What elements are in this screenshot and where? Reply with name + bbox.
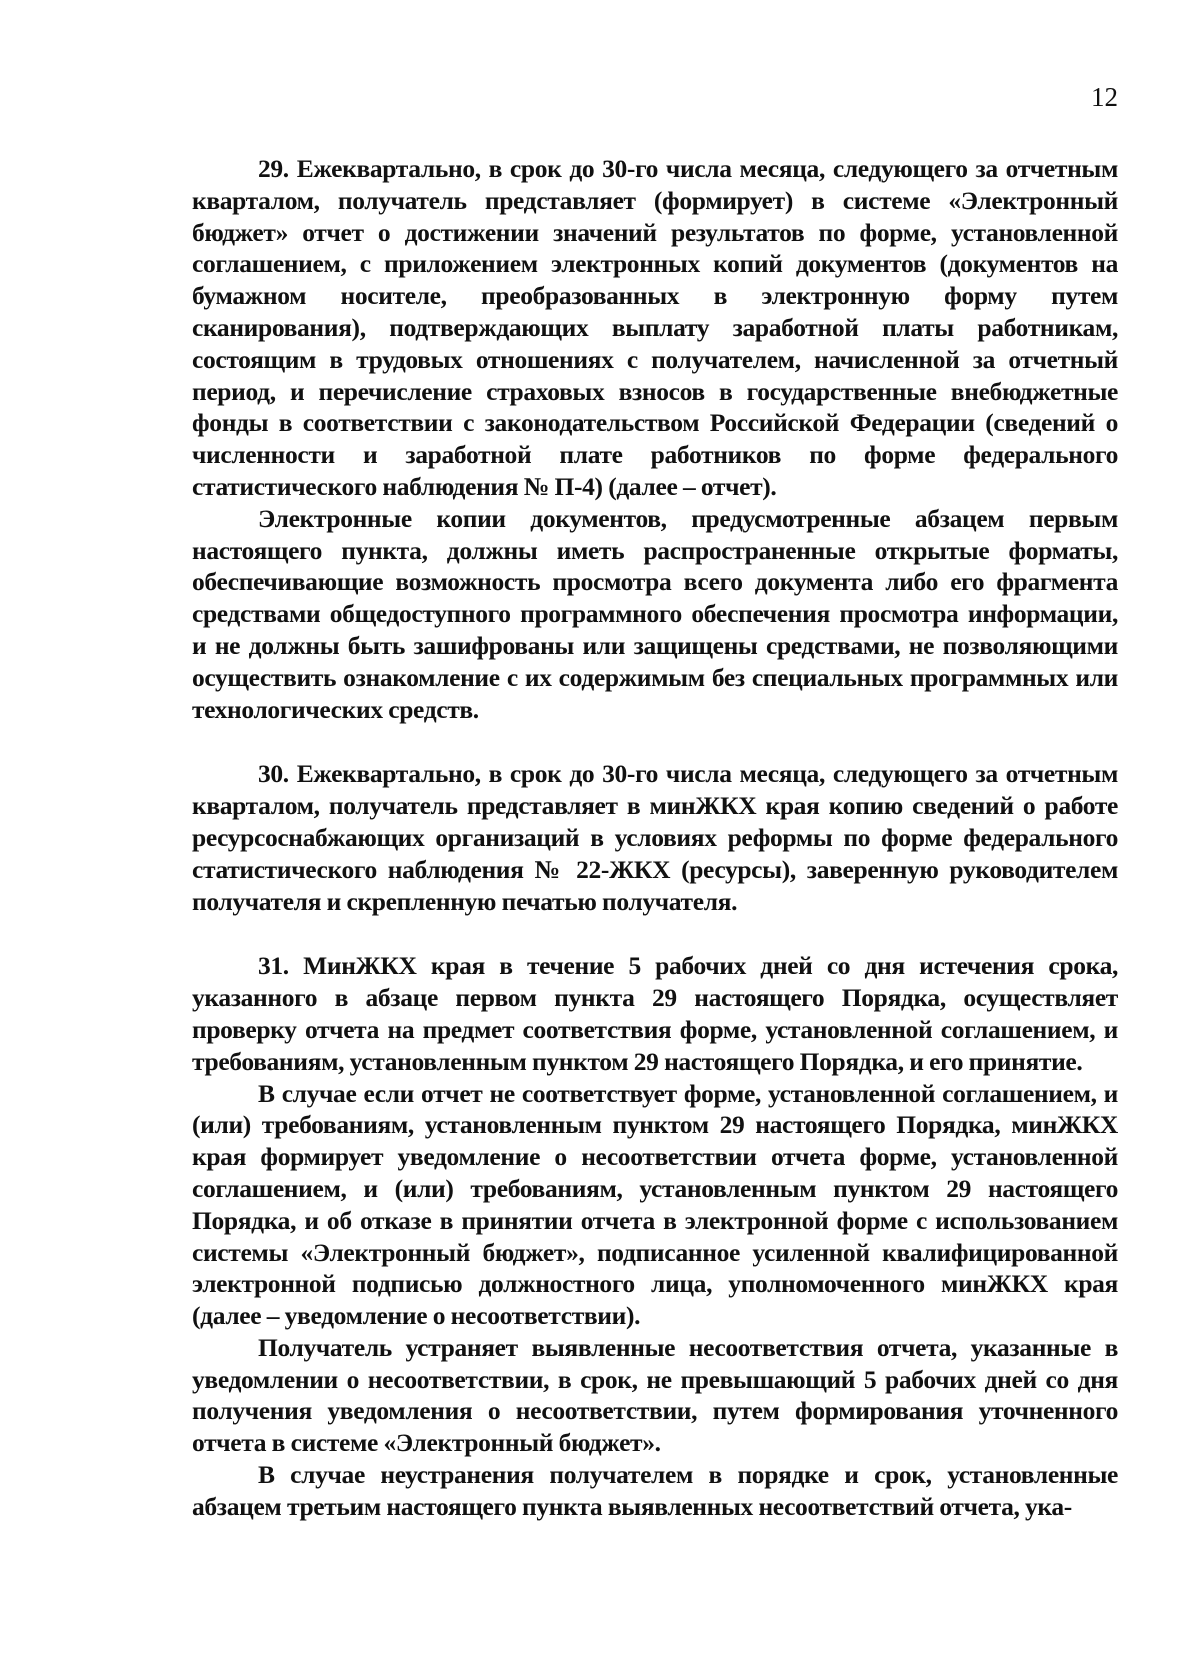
paragraph-29-1: 29. Ежеквартально, в срок до 30-го числа месяца, следующего за отчетным кварталом, получатель представляет (формирует) в системе «Электронный бюджет» отчет о достижении значений результатов по форме, установленной соглашением, с приложением электронных копий документов (документов на бумажном носителе, преобразованных в электронную форму путем сканирования), подтверждающих выплату заработной платы работникам, состоящим в трудовых отношениях с получателем, начисленной за отчетный период, и перечисление страховых взносов в государственные внебюджетные фонды в соответствии с законодательством Российской Федерации (сведений о численности и заработной плате работников по форме федерального статистического наблюдения № П-4) (далее – отчет). xyxy=(192,154,1118,501)
section-item-29 xyxy=(192,153,1118,725)
paragraph-30-1: 30. Ежеквартально, в срок до 30-го числа месяца, следующего за отчетным кварталом, получатель представляет в минЖКХ края копию сведений о работе ресурсоснабжающих организаций в условиях реформы по форме федерального статистического наблюдения № 22-ЖКХ (ресурсы), заверенную руководителем получателя и скрепленную печатью получателя. xyxy=(192,759,1118,916)
paragraph-29-2: Электронные копии документов, предусмотренные абзацем первым настоящего пункта, должны иметь распространенные открытые форматы, обеспечивающие возможность просмотра всего документа либо его фрагмента средствами общедоступного программного обеспечения просмотра информации, и не должны быть зашифрованы или защищены средствами, не позволяющими осуществить ознакомление с их содержимым без специальных программных или технологических средств. xyxy=(192,503,1118,724)
paragraph-31-3: Получатель устраняет выявленные несоответствия отчета, указанные в уведомлении о несоответствии, в срок, не превышающий 5 рабочих дней со дня получения уведомления о несоответствии, путем формирования уточненного отчета в системе «Электронный бюджет». xyxy=(192,1332,1118,1458)
page-number: 12 xyxy=(1091,82,1118,112)
paragraph-31-1: 31. МинЖКХ края в течение 5 рабочих дней со дня истечения срока, указанного в абзаце первом пункта 29 настоящего Порядка, осуществляет проверку отчета на предмет соответствия форме, установленной соглашением, и требованиям, установленным пунктом 29 настоящего Порядка, и его принятие. xyxy=(192,951,1118,1076)
paragraph-31-4: В случае неустранения получателем в порядке и срок, установленные абзацем третьим настоящего пункта выявленных несоответствий отчета, ука- xyxy=(192,1460,1118,1521)
section-item-31 xyxy=(192,950,1118,1522)
section-item-30 xyxy=(192,758,1118,917)
document-body xyxy=(192,153,1118,1523)
paragraph-31-2: В случае если отчет не соответствует форме, установленной соглашением, и (или) требованиям, установленным пунктом 29 настоящего Порядка, минЖКХ края формирует уведомление о несоответствии отчета форме, установленной соглашением, и (или) требованиям, установленным пунктом 29 настоящего Порядка, и об отказе в принятии отчета в электронной форме с использованием системы «Электронный бюджет», подписанное усиленной квалифицированной электронной подписью должностного лица, уполномоченного минЖКХ края (далее – уведомление о несоответствии). xyxy=(192,1078,1118,1331)
